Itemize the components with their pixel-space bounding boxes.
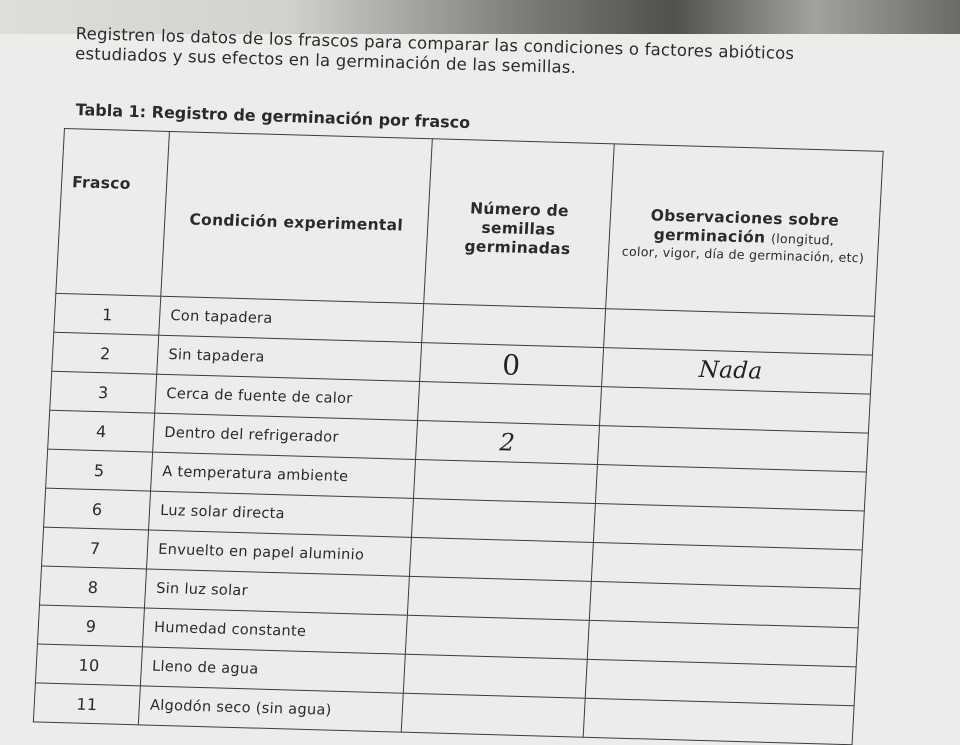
semillas-germinadas-cell[interactable] (415, 420, 599, 464)
germination-table-wrapper (33, 128, 884, 745)
semillas-germinadas-cell[interactable] (403, 654, 587, 698)
frasco-number-cell: 1 (54, 293, 161, 335)
handwritten-seed-count: 2 (498, 428, 516, 457)
frasco-number-cell: 8 (40, 566, 147, 608)
header-observaciones-sub: color, vigor, día de germinación, etc) (621, 243, 865, 265)
condicion-cell: Dentro del refrigerador (153, 413, 417, 459)
header-frasco: Frasco (56, 129, 170, 297)
frasco-number-cell: 6 (44, 488, 151, 530)
semillas-germinadas-cell[interactable] (413, 459, 597, 503)
condicion-cell: Sin tapadera (157, 335, 421, 381)
semillas-germinadas-cell[interactable] (421, 304, 605, 348)
semillas-germinadas-cell[interactable] (405, 615, 589, 659)
condicion-cell: Envuelto en papel aluminio (147, 530, 411, 576)
frasco-number-cell: 3 (50, 371, 157, 413)
frasco-number-cell: 10 (35, 644, 142, 686)
frasco-number-cell: 7 (42, 527, 149, 569)
header-condicion: Condición experimental (161, 131, 432, 303)
condicion-cell: Con tapadera (159, 296, 423, 342)
handwritten-observation: Nada (698, 356, 764, 385)
frasco-number-cell: 2 (52, 332, 159, 374)
header-observaciones-main: Observaciones sobre germinación (650, 205, 840, 247)
frasco-number-cell: 11 (33, 683, 140, 725)
intro-text: Registren los datos de los frascos para comparar las condiciones o factores abióticos estudiados y sus efectos en la germinación de las semillas. (74, 24, 795, 77)
condicion-cell: Luz solar directa (149, 491, 413, 537)
handwritten-seed-count: 0 (501, 347, 522, 382)
semillas-germinadas-cell[interactable] (409, 537, 593, 581)
frasco-number-cell: 5 (46, 449, 153, 491)
header-observaciones (605, 144, 883, 316)
semillas-germinadas-cell[interactable] (407, 576, 591, 620)
condicion-cell: Cerca de fuente de calor (155, 374, 419, 420)
condicion-cell: Algodón seco (sin agua) (139, 686, 403, 732)
frasco-number-cell: 9 (37, 605, 144, 647)
table-body (33, 293, 874, 744)
header-numero-semillas: Número de semillas germinadas (423, 139, 614, 309)
semillas-germinadas-cell[interactable] (417, 382, 601, 426)
semillas-germinadas-cell[interactable] (401, 693, 585, 737)
header-observaciones-paren: (longitud, (770, 230, 835, 248)
table-header-row (56, 129, 883, 317)
condicion-cell: Humedad constante (143, 608, 407, 654)
condicion-cell: Sin luz solar (145, 569, 409, 615)
semillas-germinadas-cell[interactable] (419, 343, 603, 387)
germination-table (33, 128, 884, 745)
condicion-cell: A temperatura ambiente (151, 452, 415, 498)
condicion-cell: Lleno de agua (141, 647, 405, 693)
semillas-germinadas-cell[interactable] (411, 498, 595, 542)
frasco-number-cell: 4 (48, 410, 155, 452)
table-caption: Tabla 1: Registro de germinación por frasco (75, 100, 471, 133)
